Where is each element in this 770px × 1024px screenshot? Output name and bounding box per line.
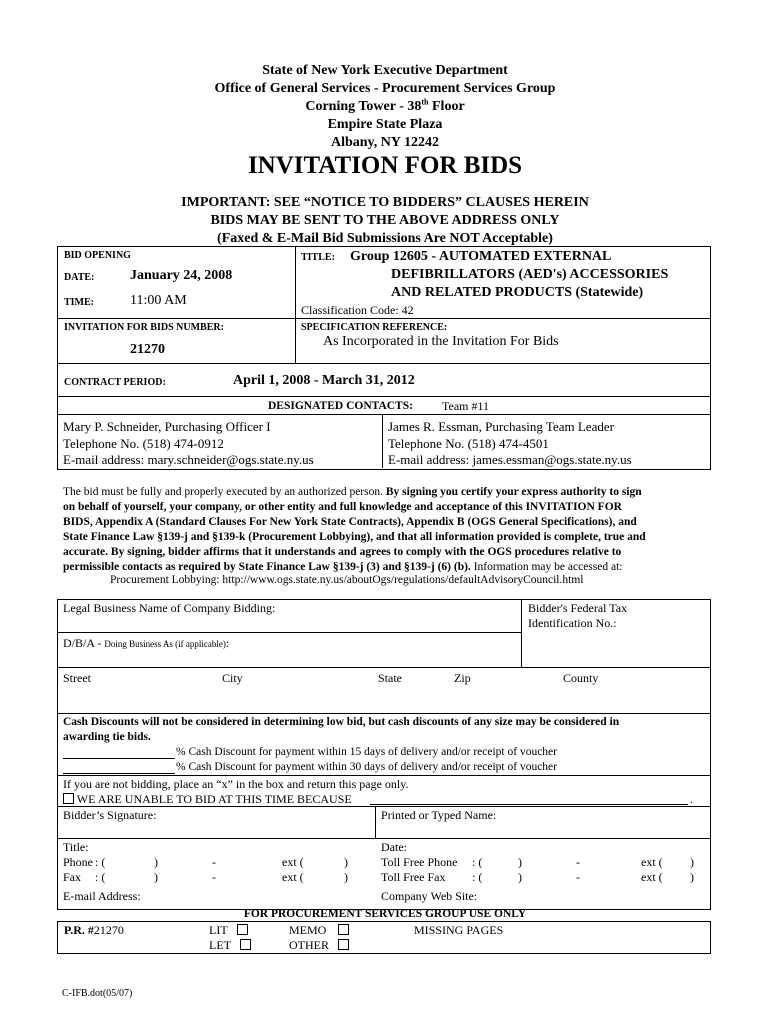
form-id-footer: C-IFB.dot(05/07) bbox=[62, 988, 133, 999]
phone-ext-label: ext ( bbox=[282, 855, 304, 869]
fax-dash: - bbox=[212, 870, 216, 884]
signature-divider bbox=[375, 806, 376, 838]
fax-area-close: ) bbox=[154, 870, 158, 884]
not-bidding-instruction: If you are not bidding, place an “x” in the box and return this page only. bbox=[63, 777, 409, 791]
tax-id-label-2: Identification No.: bbox=[528, 616, 617, 630]
discount-30-blank[interactable] bbox=[63, 773, 175, 774]
office-use-box bbox=[57, 921, 711, 954]
toll-phone-area-close: ) bbox=[518, 855, 522, 869]
contact-left-email[interactable]: E-mail address: mary.schneider@ogs.state.ny.us bbox=[63, 452, 314, 467]
form-rule-notbid bbox=[57, 775, 710, 776]
bid-info-rule-2 bbox=[57, 363, 710, 364]
zip-label: Zip bbox=[454, 671, 471, 685]
phone-ext-close: ) bbox=[344, 855, 348, 869]
toll-fax-area-close: ) bbox=[518, 870, 522, 884]
toll-phone-ext-close: ) bbox=[690, 855, 694, 869]
contacts-divider bbox=[382, 414, 383, 468]
phone-area-close: ) bbox=[154, 855, 158, 869]
spec-reference-label: SPECIFICATION REFERENCE: bbox=[301, 322, 448, 333]
terms-paragraph bbox=[63, 485, 646, 575]
form-rule-cash bbox=[57, 713, 710, 714]
lobbying-link[interactable]: Procurement Lobbying: http://www.ogs.state.ny.us/aboutOgs/regulations/defaultAdvisoryCouncil.html bbox=[110, 574, 584, 586]
signature-label: Bidder’s Signature: bbox=[63, 808, 157, 822]
form-rule-title bbox=[57, 838, 710, 839]
city-label: City bbox=[222, 671, 243, 685]
contact-right-phone: Telephone No. (518) 474-4501 bbox=[388, 436, 549, 451]
memo-checkbox[interactable] bbox=[338, 924, 349, 935]
header-line-3: Corning Tower - 38th Floor bbox=[305, 97, 465, 114]
tax-id-divider bbox=[521, 599, 522, 667]
tax-id-label-1: Bidder's Federal Tax bbox=[528, 601, 628, 615]
page-title: INVITATION FOR BIDS bbox=[247, 152, 523, 179]
contact-left-phone: Telephone No. (518) 474-0912 bbox=[63, 436, 224, 451]
bid-info-rule-1 bbox=[57, 318, 710, 319]
toll-phone-ext-label: ext ( bbox=[641, 855, 663, 869]
contact-right-name: James R. Essman, Purchasing Team Leader bbox=[388, 419, 614, 434]
printed-name-label: Printed or Typed Name: bbox=[381, 808, 497, 822]
fax-label: Fax bbox=[63, 870, 81, 884]
cash-discount-note-1: Cash Discounts will not be considered in determining low bid, but cash discounts of any size may be considered in bbox=[63, 716, 620, 728]
dba-label: D/B/A - Doing Business As (if applicable): bbox=[63, 636, 230, 650]
terms-line-5: accurate. By signing, bidder affirms that it understands and agrees to comply with the OGS procedures relative to bbox=[63, 546, 622, 558]
contract-period-value: April 1, 2008 - March 31, 2012 bbox=[233, 373, 415, 388]
phone-label: Phone bbox=[63, 855, 93, 869]
important-line-2: BIDS MAY BE SENT TO THE ABOVE ADDRESS ONLY bbox=[210, 213, 560, 228]
fax-ext-close: ) bbox=[344, 870, 348, 884]
date-field-label: Date: bbox=[381, 840, 407, 854]
contact-left-name: Mary P. Schneider, Purchasing Officer I bbox=[63, 419, 271, 434]
phone-dash: - bbox=[212, 855, 216, 869]
toll-free-phone-label: Toll Free Phone bbox=[381, 855, 458, 869]
title-line-3: AND RELATED PRODUCTS (Statewide) bbox=[391, 285, 644, 300]
toll-fax-area-open: : ( bbox=[472, 870, 483, 884]
memo-row: MEMO bbox=[289, 923, 349, 938]
header-line-1: State of New York Executive Department bbox=[262, 63, 508, 78]
toll-phone-area-open: : ( bbox=[472, 855, 483, 869]
toll-free-fax-label: Toll Free Fax bbox=[381, 870, 446, 884]
title-field-label: Title: bbox=[63, 840, 89, 854]
header-line-5: Albany, NY 12242 bbox=[330, 135, 439, 150]
unable-reason-blank[interactable] bbox=[370, 804, 688, 805]
terms-line-6: permissible contacts as required by State Finance Law §139-j (3) and §139-j (6) (b). Information may be accessed at: bbox=[63, 561, 623, 573]
bid-info-divider bbox=[295, 246, 296, 363]
pr-number-label: P.R. #21270 bbox=[64, 923, 124, 937]
terms-line-1: The bid must be fully and properly executed by an authorized person. By signing you certify your express authority to sign bbox=[63, 486, 642, 498]
date-label: DATE: bbox=[64, 272, 95, 283]
classification-code: Classification Code: 42 bbox=[301, 303, 414, 317]
time-label: TIME: bbox=[64, 297, 94, 308]
header-line-4: Empire State Plaza bbox=[327, 117, 443, 132]
other-row: OTHER bbox=[289, 938, 349, 953]
toll-phone-dash: - bbox=[576, 855, 580, 869]
important-line-3: (Faxed & E-Mail Bid Submissions Are NOT Acceptable) bbox=[217, 231, 553, 246]
form-rule-dba bbox=[57, 632, 522, 633]
ifb-number-value: 21270 bbox=[130, 342, 165, 357]
toll-fax-ext-label: ext ( bbox=[641, 870, 663, 884]
time-value: 11:00 AM bbox=[130, 293, 187, 308]
designated-team: Team #11 bbox=[442, 399, 490, 413]
spec-reference-value: As Incorporated in the Invitation For Bids bbox=[323, 334, 559, 349]
email-field-label: E-mail Address: bbox=[63, 889, 141, 903]
legal-name-label: Legal Business Name of Company Bidding: bbox=[63, 601, 276, 615]
terms-line-2: on behalf of yourself, your company, or other entity and full knowledge and acceptance of this INVITATION FOR bbox=[63, 501, 622, 513]
missing-pages-label: MISSING PAGES bbox=[414, 923, 504, 937]
unable-to-bid-row: WE ARE UNABLE TO BID AT THIS TIME BECAUSE bbox=[63, 792, 352, 807]
street-label: Street bbox=[63, 671, 91, 685]
bid-info-rule-3 bbox=[57, 396, 710, 397]
unable-to-bid-checkbox[interactable] bbox=[63, 793, 74, 804]
let-checkbox[interactable] bbox=[240, 939, 251, 950]
office-use-header: FOR PROCUREMENT SERVICES GROUP USE ONLY bbox=[243, 908, 527, 920]
phone-area-open: : ( bbox=[95, 855, 106, 869]
toll-fax-ext-close: ) bbox=[690, 870, 694, 884]
contract-period-label: CONTRACT PERIOD: bbox=[64, 377, 166, 388]
other-checkbox[interactable] bbox=[338, 939, 349, 950]
contact-right-email[interactable]: E-mail address: james.essman@ogs.state.ny.us bbox=[388, 452, 632, 467]
title-line-1: Group 12605 - AUTOMATED EXTERNAL bbox=[350, 249, 612, 264]
bid-info-rule-4 bbox=[57, 414, 710, 415]
terms-line-3: BIDS, Appendix A (Standard Clauses For New York State Contracts), Appendix B (OGS General Specifications), and bbox=[63, 516, 637, 528]
title-label: TITLE: bbox=[301, 252, 335, 263]
terms-line-4: State Finance Law §139-j and §139-k (Procurement Lobbying), and that all information provided is complete, true and bbox=[63, 531, 646, 543]
discount-15-label: % Cash Discount for payment within 15 days of delivery and/or receipt of voucher bbox=[176, 746, 557, 758]
lit-checkbox[interactable] bbox=[237, 924, 248, 935]
unable-reason-period: . bbox=[690, 792, 693, 806]
important-line-1: IMPORTANT: SEE “NOTICE TO BIDDERS” CLAUSES HEREIN bbox=[181, 195, 589, 210]
fax-area-open: : ( bbox=[95, 870, 106, 884]
discount-30-label: % Cash Discount for payment within 30 days of delivery and/or receipt of voucher bbox=[176, 761, 557, 773]
state-label: State bbox=[378, 671, 402, 685]
title-line-2: DEFIBRILLATORS (AED's) ACCESSORIES bbox=[391, 267, 669, 282]
ifb-number-label: INVITATION FOR BIDS NUMBER: bbox=[64, 322, 224, 333]
website-field-label: Company Web Site: bbox=[381, 889, 478, 903]
form-rule-address bbox=[57, 667, 710, 668]
county-label: County bbox=[563, 671, 599, 685]
bid-opening-label: BID OPENING bbox=[64, 250, 131, 261]
toll-fax-dash: - bbox=[576, 870, 580, 884]
designated-contacts-label: DESIGNATED CONTACTS: bbox=[268, 400, 413, 412]
fax-ext-label: ext ( bbox=[282, 870, 304, 884]
let-row: LET bbox=[209, 938, 251, 953]
lit-row: LIT bbox=[209, 923, 248, 938]
discount-15-blank[interactable] bbox=[63, 758, 175, 759]
date-value: January 24, 2008 bbox=[130, 268, 233, 283]
header-line-2: Office of General Services - Procurement Services Group bbox=[214, 81, 556, 96]
cash-discount-note-2: awarding tie bids. bbox=[63, 731, 151, 743]
